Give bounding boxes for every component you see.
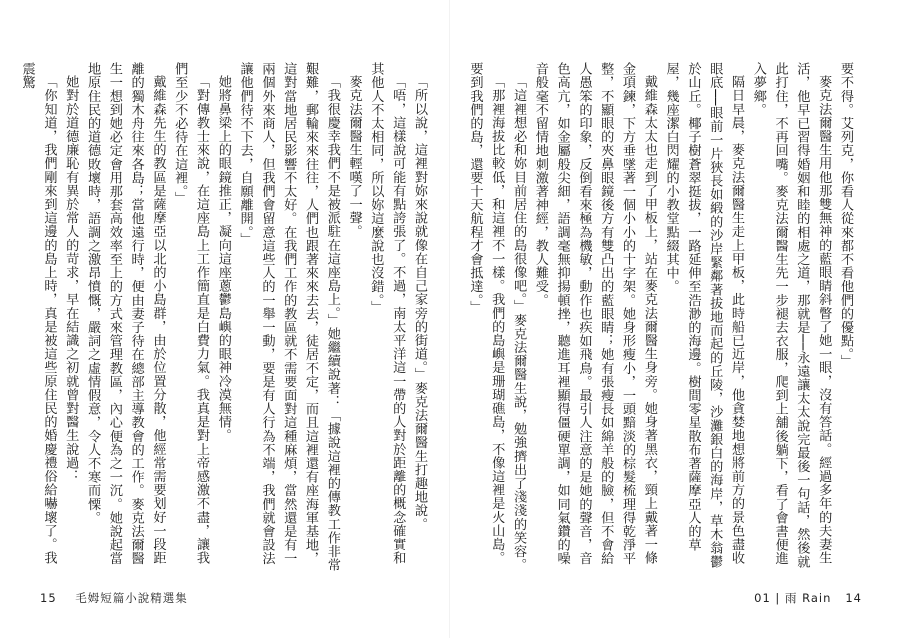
paragraph: 「所以說，這裡對妳來說就像在自己家旁的街道。」麥克法爾醫生打趣地說。 [412,75,427,531]
paragraph: 要不得。艾列克，你看人從來都不看他們的優點。」 [838,62,853,369]
right-page-footer [754,590,862,606]
paragraph: 麥克法爾醫生用他那雙無神的藍眼睛斜瞥了她一眼，沒有答話。經過多年的夫妻生活，他早已習得婚姻和睦的相處之道，那就是──永遠讓太太說完最後一句話，然後就此打住，不再回嘴。麥克法爾醫生先一步褪去衣服，爬到上舖後躺下，看了會書便進入夢鄉。 [750,62,832,569]
page-number: 15 [40,591,57,605]
left-page-footer [40,590,188,606]
paragraph: 「我很慶幸我們不是被派駐在這座島上。」她繼續說著：「據說這裡的傳教工作非常艱難，郵輪來來往往，人們也跟著來來去去，徒居不定，而且這裡還有座海軍基地，這對當地居民影響不太好。在我們工作的教區就不需要面對這種麻煩，當然還是有一兩個外來商人，但我們會留意這些人的一舉一動，要是有人行為不端，我們就會設法讓他們待不下去，自願離開。」 [237,62,340,572]
paragraph: 「那裡海拔比較低，和這裡不一樣。我們的島嶼是珊瑚礁島，不像這裡是火山島。要到我們的島，還要十天航程才會抵達。」 [467,62,505,565]
chapter-number: 01 [754,591,771,605]
paragraph: 「唔，這樣說可能有點誇張了。不過，南太平洋這一帶的人對於距離的概念確實和其他人不太相同，所以妳這麼說也沒錯。」 [368,62,406,565]
paragraph: 她對於道德廉恥有異於常人的苛求，早在結識之初就曾對醫生說過： [63,75,79,484]
paragraph: 「這裡想必和妳目前居住的島很像吧。」麥克法爾醫生說，勉強擠出了淺淺的笑容。 [511,75,527,572]
right-page [450,0,900,638]
paragraph: 麥克法爾醫生輕嘆了一聲。 [346,75,362,239]
right-page-body [467,62,856,578]
paragraph: 她將鼻梁上的眼鏡推正，凝向這座蔥鬱島嶼的眼神冷漠無情。 [215,75,231,443]
running-head-chapter-title: 雨 Rain [784,591,832,605]
paragraph: 隔日早晨，麥克法爾醫生走上甲板，此時船已近岸，他貪婪地想將前方的景色盡收眼底──眼前一片狹長如緞的沙岸緊鄰著拔地而起的丘陵，沙灘銀白的海岸，草木翁鬱於山丘。椰子樹蒼翠挺拔，一路延伸至浩渺的海邊。樹間零星散布著薩摩亞人的草屋，幾座潔白閃耀的小教堂點綴其中。 [663,62,745,569]
footer-separator: | [775,591,781,605]
paragraph: 戴維森太太也走到了甲板上，站在麥克法爾醫生身旁。她身著黑衣，頸上戴著一條金項鍊，下方垂墜著一個小小的十字架。她身形瘦小，一頭黯淡的棕髮梳理得乾淨平整，不顯眼的夾鼻眼鏡後方有雙凸出的藍眼睛；她有張瘦長如綿羊般的臉，但不會給人愚笨的印象，反倒看來極為機敏，動作也疾如飛鳥。最引人注意的是她的聲音，音色高亢，如金屬般尖細，語調毫無抑揚頓挫，聽進耳裡顯得僵硬單調，如同氣鑽的噪音般毫不留情地刺激著神經，教人難受。 [532,62,657,566]
paragraph: 「你知道，我們剛來到這邊的島上時，真是被這些原住民的婚慶禮俗給嚇壞了。我震驚 [19,62,57,565]
page-number: 14 [845,591,862,605]
running-head-book-title: 毛姆短篇小說精選集 [75,591,188,605]
left-page-body [19,62,430,578]
paragraph: 戴維森先生的教區是薩摩亞以北的小島群，由於位置分散，他經常需要划好一段距離的獨木舟往來各島；當他遠行時，便由妻子待在總部主導教會的工作。麥克法爾醫生一想到她必定會用那套高效率至上的方式來管理教區，內心便為之一沉。她說起當地原住民的道德敗壞時，語調之激昂憤慨，嚴詞之虛情假意，令人不寒而慄。 [85,62,166,566]
paragraph: 「對傳教士來說，在這座島上工作簡直是白費力氣。我真是對上帝感激不盡，讓我們至少不必待在這裡。」 [172,62,210,565]
